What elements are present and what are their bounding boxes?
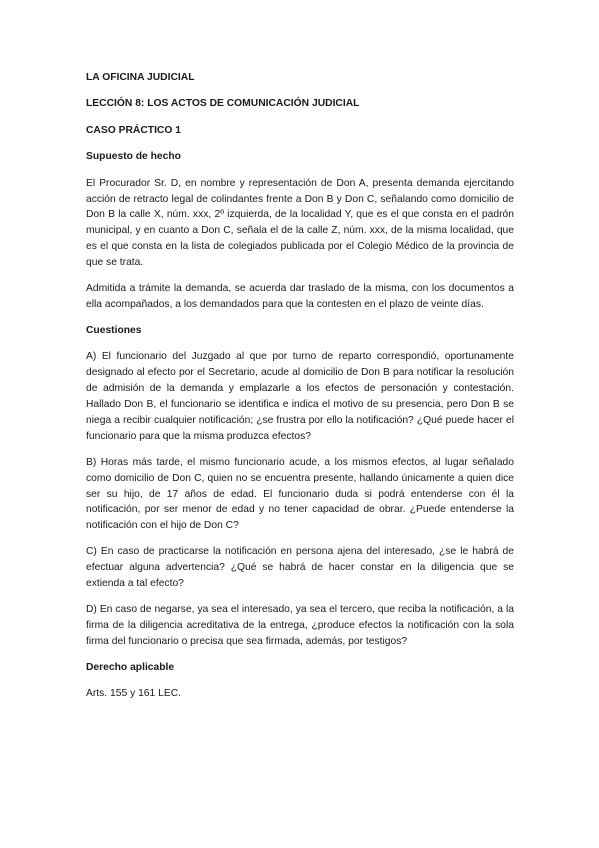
question-b: B) Horas más tarde, el mismo funcionario acude, a los mismos efectos, al lugar señalado como domicilio de Don C, quien no se encuentra presente, hallando únicamente a quien dice ser su hijo, de 17 años de edad. El funcionario duda si podrá entenderse con él la notificación, por ser menor de edad y no tener capacidad de obrar. ¿Puede entenderse la notificación con el hijo de Don C? bbox=[86, 456, 514, 532]
case-title: CASO PRÁCTICO 1 bbox=[86, 124, 181, 136]
question-d: D) En caso de negarse, ya sea el interesado, ya sea el tercero, que reciba la notificación, a la firma de la diligencia acreditativa de la entrega, ¿produce efectos la notificación con la sola firma del funcionario o precisa que sea firmada, además, por testigos? bbox=[86, 603, 514, 647]
document-page bbox=[86, 70, 514, 702]
facts-paragraph: El Procurador Sr. D, en nombre y representación de Don A, presenta demanda ejercitando acción de retracto legal de colindantes frente a Don B y Don C, señalando como domicilio de Don B la calle X, núm. xxx, 2º izquierda, de la localidad Y, que es el que consta en el padrón municipal, y en cuanto a Don C, señala el de la calle Z, núm. xxx, de la misma localidad, que es el que consta en la lista de colegiados publicada por el Colegio Médico de la provincia de que se trata. bbox=[86, 177, 514, 269]
questions-heading: Cuestiones bbox=[86, 324, 142, 336]
office-title: LA OFICINA JUDICIAL bbox=[86, 72, 195, 83]
question-c: C) En caso de practicarse la notificación en persona ajena del interesado, ¿se le habrá de efectuar alguna advertencia? ¿Qué se habrá de hacer constar en la diligencia que se extienda a tal efecto? bbox=[86, 546, 514, 590]
question-a: A) El funcionario del Juzgado al que por turno de reparto correspondió, oportunamente designado al efecto por el Secretario, acude al domicilio de Don B para notificar la resolución de admisión de la demanda y emplazarle a los efectos de personación y contestación. Hallado Don B, el funcionario se identifica e indica el motivo de su presencia, pero Don B se niega a recibir cualquier notificación; ¿se frustra por ello la notificación? ¿Qué puede hacer el funcionario para que la misma produzca efectos? bbox=[86, 351, 514, 442]
facts-heading: Supuesto de hecho bbox=[86, 151, 181, 163]
law-reference: Arts. 155 y 161 LEC. bbox=[86, 688, 182, 700]
law-heading: Derecho aplicable bbox=[86, 661, 175, 673]
facts-paragraph: Admitida a trámite la demanda, se acuerda dar traslado de la misma, con los documentos a ella acompañados, a los demandados para que la contesten en el plazo de veinte días. bbox=[86, 283, 514, 310]
lesson-title: LECCIÓN 8: LOS ACTOS DE COMUNICACIÓN JUDICIAL bbox=[86, 98, 360, 110]
